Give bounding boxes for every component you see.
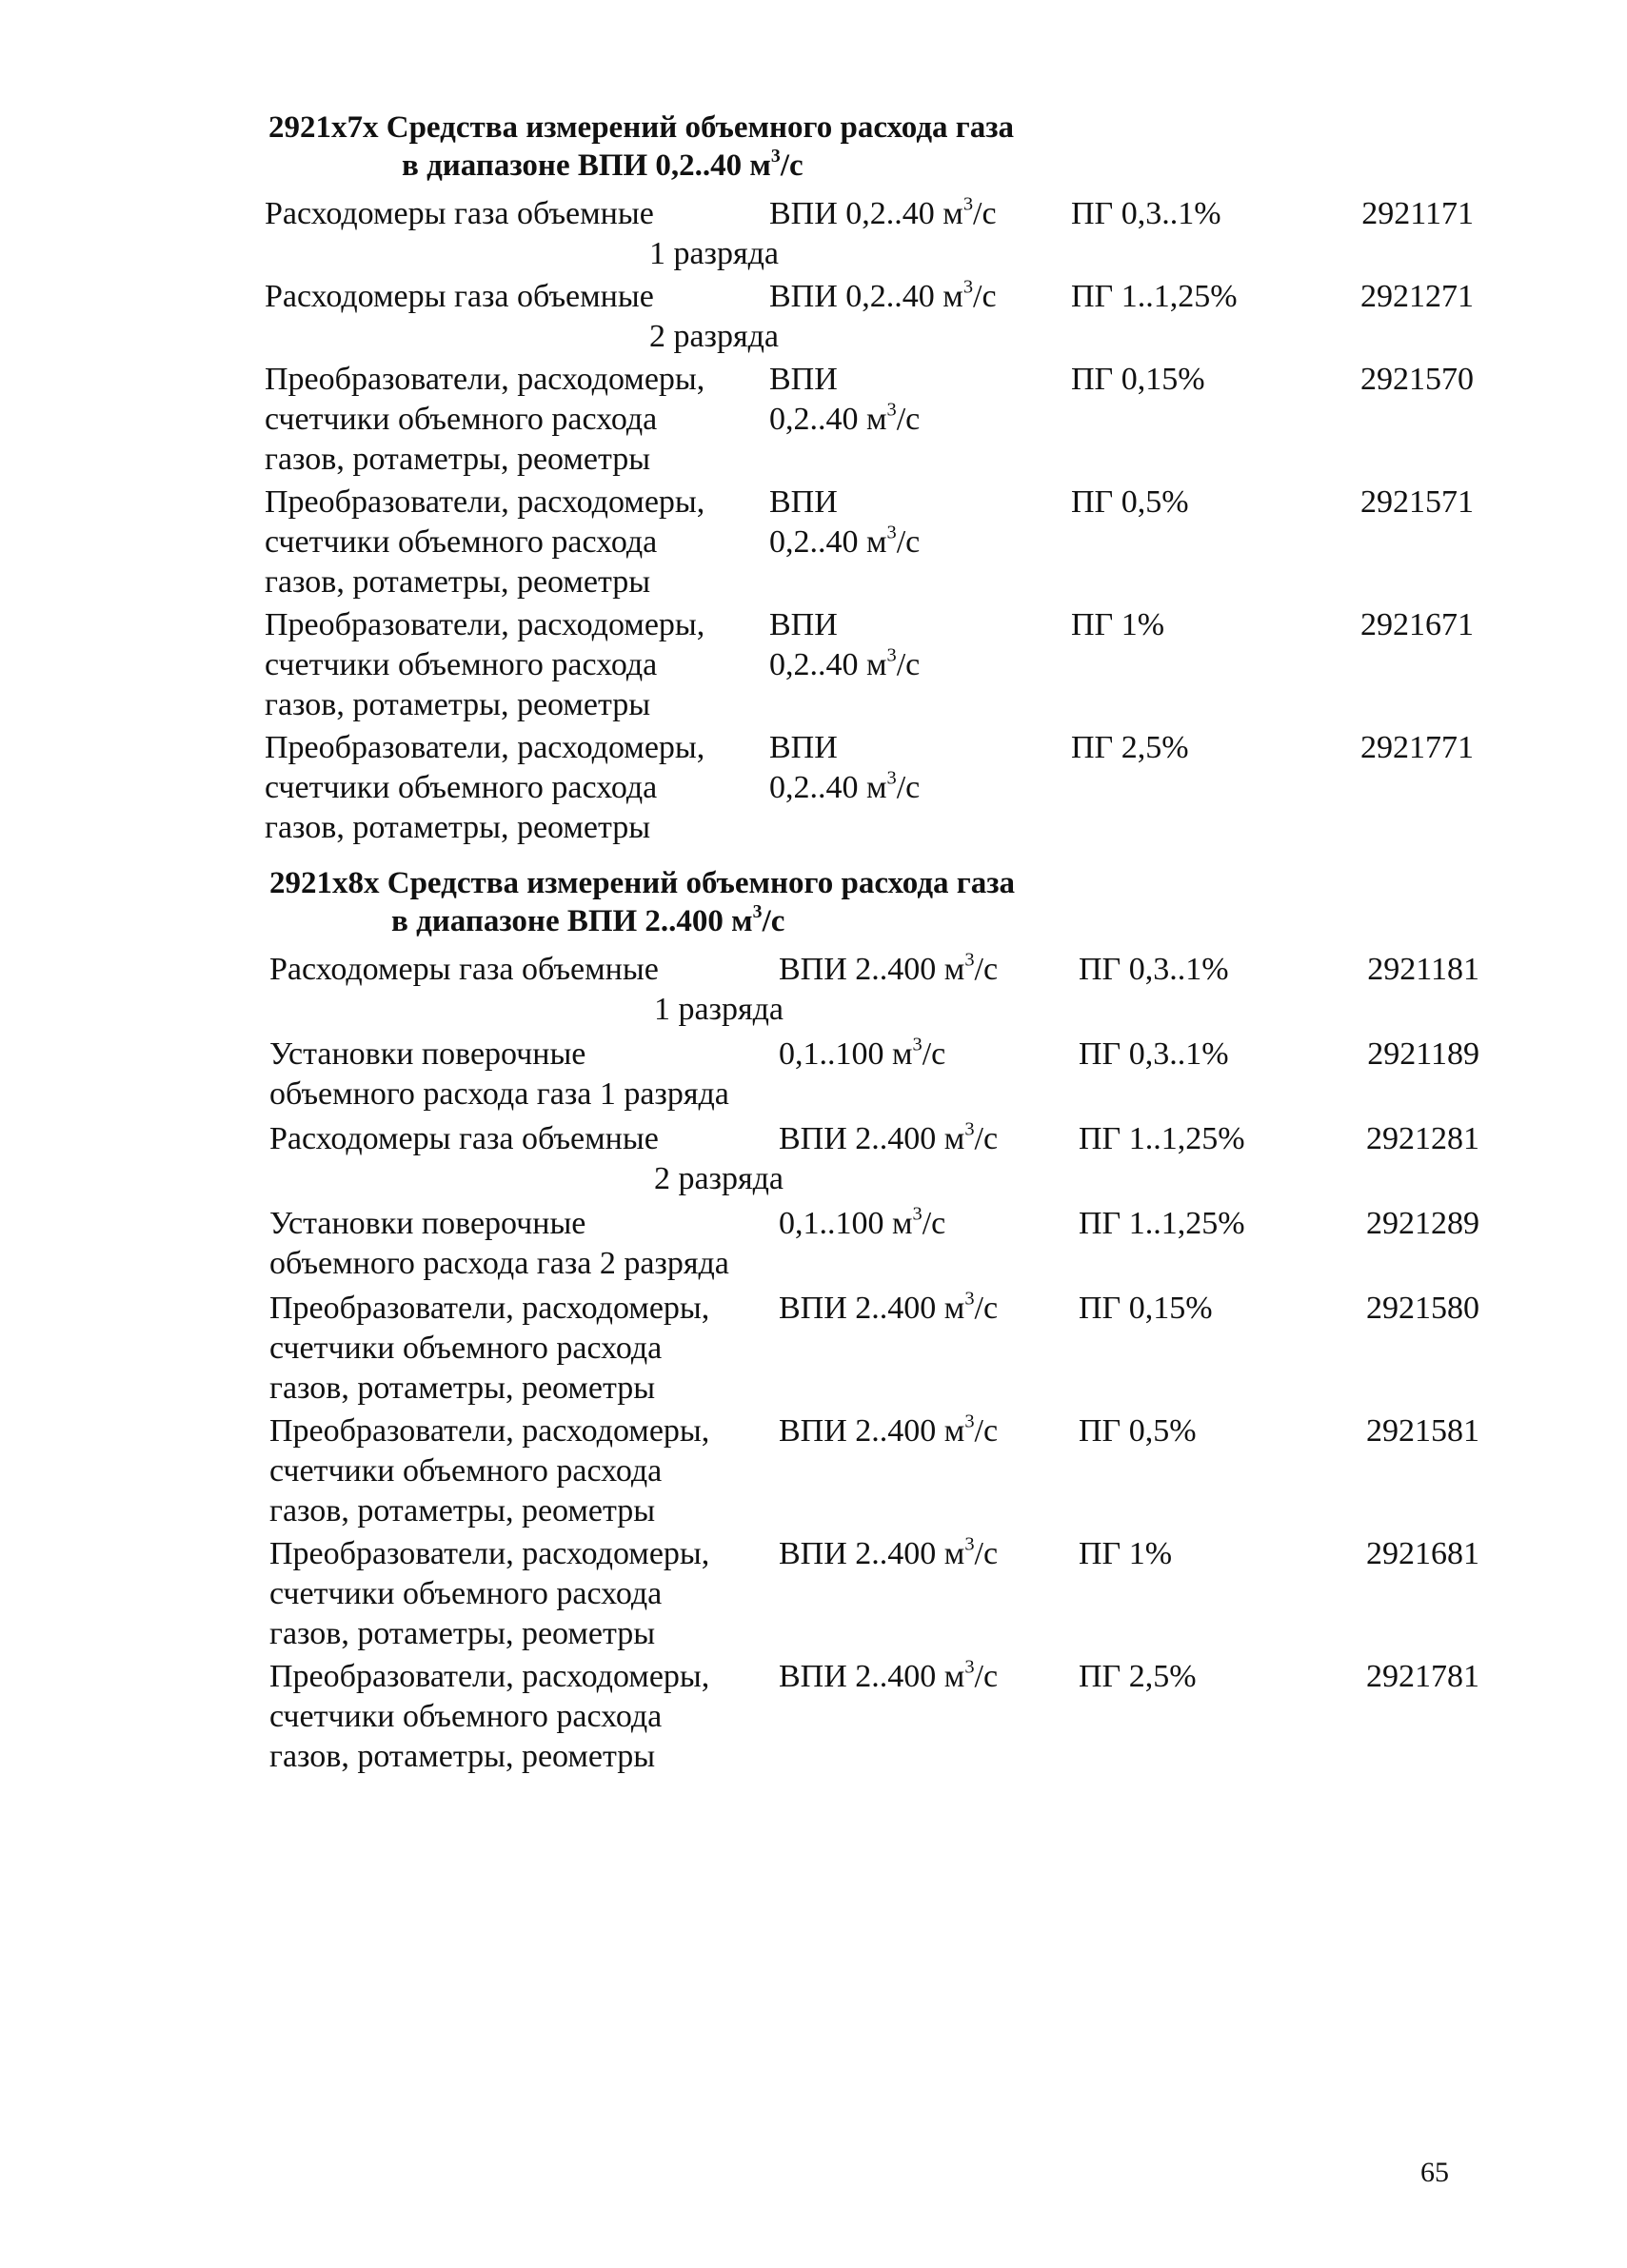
range-suffix: /с bbox=[896, 647, 921, 682]
range-sup: 3 bbox=[962, 193, 974, 215]
range-sup: 3 bbox=[964, 1288, 975, 1310]
range-value bbox=[769, 645, 920, 685]
range-value bbox=[769, 277, 997, 317]
section-title-line1: 2921x7x Средства измерений объемного расхода газа bbox=[268, 110, 1015, 145]
range-prefix: ВПИ 2..400 м bbox=[779, 1291, 965, 1326]
item-code: 2921570 bbox=[1360, 362, 1474, 397]
measurement-range bbox=[769, 277, 997, 317]
item-name-line: счетчики объемного расхода bbox=[269, 1331, 663, 1366]
accuracy-value: ПГ 0,3..1% bbox=[1079, 1036, 1229, 1072]
range-suffix: /с bbox=[974, 1413, 999, 1449]
range-prefix: ВПИ 0,2..40 м bbox=[769, 196, 963, 231]
accuracy-value: ПГ 1..1,25% bbox=[1079, 1206, 1245, 1241]
item-code: 2921181 bbox=[1367, 952, 1479, 987]
item-name-line: Преобразователи, расходомеры, bbox=[269, 1659, 710, 1694]
range-value bbox=[769, 523, 920, 562]
item-code: 2921171 bbox=[1361, 196, 1474, 231]
item-name-line: Расходомеры газа объемные bbox=[265, 196, 654, 231]
item-name-line: Преобразователи, расходомеры, bbox=[269, 1413, 710, 1449]
item-name bbox=[265, 728, 779, 848]
range-suffix: /с bbox=[973, 196, 997, 231]
item-code: 2921781 bbox=[1366, 1659, 1479, 1694]
section-title-line1: 2921x8x Средства измерений объемного расхода газа bbox=[269, 866, 1016, 900]
section-title-line2: в диапазоне ВПИ 0,2..40 $м^3/с$ bbox=[402, 146, 804, 183]
range-prefix: 0,1..100 м bbox=[779, 1036, 913, 1072]
range-prefix: 0,1..100 м bbox=[779, 1206, 913, 1241]
range-prefix: ВПИ 2..400 м bbox=[779, 952, 965, 987]
range-prefix: ВПИ 2..400 м bbox=[779, 1413, 965, 1449]
range-suffix: /с bbox=[974, 1659, 999, 1694]
item-name-line: газов, ротаметры, реометры bbox=[269, 1493, 656, 1528]
measurement-range bbox=[769, 728, 920, 808]
range-suffix: /с bbox=[974, 1121, 999, 1156]
item-name-line: газов, ротаметры, реометры bbox=[265, 687, 651, 722]
measurement-range bbox=[779, 1534, 998, 1574]
range-prefix: 0,2..40 м bbox=[769, 770, 887, 805]
item-name-line: Преобразователи, расходомеры, bbox=[265, 607, 705, 642]
range-prefix: ВПИ 2..400 м bbox=[779, 1121, 965, 1156]
section-title bbox=[268, 108, 1014, 185]
item-name bbox=[269, 1534, 784, 1654]
item-name-line: Преобразователи, расходомеры, bbox=[265, 730, 705, 765]
range-prefix: ВПИ 2..400 м bbox=[779, 1536, 965, 1571]
item-code: 2921571 bbox=[1360, 484, 1474, 520]
range-sup: 3 bbox=[886, 644, 897, 666]
accuracy-value: ПГ 0,15% bbox=[1079, 1291, 1213, 1326]
item-name bbox=[269, 1204, 784, 1284]
measurement-range bbox=[779, 1035, 945, 1075]
range-sup: 3 bbox=[964, 949, 975, 971]
range-suffix: /с bbox=[974, 1291, 999, 1326]
accuracy-value: ПГ 1..1,25% bbox=[1079, 1121, 1245, 1156]
item-name bbox=[269, 1411, 784, 1531]
item-name-line: газов, ротаметры, реометры bbox=[265, 564, 651, 600]
item-name-line: Расходомеры газа объемные bbox=[265, 279, 654, 314]
range-suffix: /с bbox=[922, 1036, 946, 1072]
accuracy-value: ПГ 0,5% bbox=[1071, 484, 1189, 520]
item-name-line: Расходомеры газа объемные bbox=[269, 1121, 659, 1156]
item-name bbox=[269, 1657, 784, 1777]
accuracy-value: ПГ 0,3..1% bbox=[1071, 196, 1221, 231]
item-name-line: газов, ротаметры, реометры bbox=[269, 1739, 656, 1774]
range-sup: 3 bbox=[964, 1410, 975, 1432]
item-name-line: 1 разряда bbox=[648, 236, 779, 271]
range-line: ВПИ bbox=[769, 730, 838, 765]
item-name bbox=[265, 194, 779, 274]
range-suffix: /с bbox=[896, 770, 921, 805]
item-name bbox=[269, 1119, 784, 1199]
item-code: 2921681 bbox=[1366, 1536, 1479, 1571]
item-name-line: Установки поверочные bbox=[269, 1206, 586, 1241]
item-name-line: счетчики объемного расхода bbox=[265, 524, 658, 560]
range-sup: 3 bbox=[964, 1533, 975, 1555]
range-sup: 3 bbox=[912, 1203, 923, 1225]
item-name-line: газов, ротаметры, реометры bbox=[269, 1371, 656, 1406]
accuracy-value: ПГ 0,3..1% bbox=[1079, 952, 1229, 987]
range-value bbox=[779, 1289, 998, 1329]
item-name bbox=[265, 605, 779, 725]
item-name-line: счетчики объемного расхода bbox=[265, 647, 658, 682]
item-name-line: 2 разряда bbox=[648, 319, 779, 354]
item-code: 2921581 bbox=[1366, 1413, 1479, 1449]
range-line: ВПИ bbox=[769, 607, 838, 642]
item-name-line: счетчики объемного расхода bbox=[269, 1576, 663, 1611]
range-value bbox=[769, 194, 997, 234]
item-name-line: 2 разряда bbox=[653, 1161, 784, 1196]
measurement-range bbox=[779, 1119, 998, 1159]
accuracy-value: ПГ 0,5% bbox=[1079, 1413, 1197, 1449]
range-prefix: ВПИ 2..400 м bbox=[779, 1659, 965, 1694]
range-sup: 3 bbox=[886, 767, 897, 789]
range-suffix: /с bbox=[974, 1536, 999, 1571]
range-value bbox=[779, 1035, 945, 1075]
item-code: 2921580 bbox=[1366, 1291, 1479, 1326]
item-name-line: 1 разряда bbox=[653, 992, 784, 1027]
range-suffix: /с bbox=[896, 402, 921, 437]
item-name-line: объемного расхода газа 2 разряда bbox=[269, 1246, 729, 1281]
accuracy-value: ПГ 2,5% bbox=[1079, 1659, 1197, 1694]
accuracy-value: ПГ 2,5% bbox=[1071, 730, 1189, 765]
item-name-line: Преобразователи, расходомеры, bbox=[269, 1291, 710, 1326]
range-value bbox=[769, 768, 920, 808]
item-name bbox=[269, 1289, 784, 1409]
range-value bbox=[769, 400, 920, 440]
item-name bbox=[269, 1035, 784, 1114]
section-title bbox=[269, 864, 1015, 940]
item-name bbox=[265, 360, 779, 480]
item-name bbox=[265, 277, 779, 357]
range-prefix: ВПИ 0,2..40 м bbox=[769, 279, 963, 314]
range-prefix: 0,2..40 м bbox=[769, 647, 887, 682]
item-code: 2921771 bbox=[1360, 730, 1474, 765]
range-value bbox=[779, 1119, 998, 1159]
range-suffix: /с bbox=[922, 1206, 946, 1241]
section-title-line2: в диапазоне ВПИ 2..400 $м^3/с$ bbox=[391, 901, 785, 938]
measurement-range bbox=[769, 483, 920, 562]
item-name-line: Установки поверочные bbox=[269, 1036, 586, 1072]
range-sup: 3 bbox=[912, 1034, 923, 1055]
item-code: 2921281 bbox=[1366, 1121, 1479, 1156]
range-value bbox=[779, 1657, 998, 1697]
item-name-line: объемного расхода газа 1 разряда bbox=[269, 1076, 729, 1112]
item-name-line: счетчики объемного расхода bbox=[265, 402, 658, 437]
accuracy-value: ПГ 1..1,25% bbox=[1071, 279, 1238, 314]
range-sup: 3 bbox=[964, 1656, 975, 1678]
measurement-range bbox=[769, 360, 920, 440]
measurement-range bbox=[769, 605, 920, 685]
range-value bbox=[779, 950, 998, 990]
range-suffix: /с bbox=[973, 279, 997, 314]
measurement-range bbox=[779, 1289, 998, 1329]
item-code: 2921189 bbox=[1367, 1036, 1479, 1072]
range-line: ВПИ bbox=[769, 362, 838, 397]
accuracy-value: ПГ 1% bbox=[1071, 607, 1165, 642]
measurement-range bbox=[779, 1657, 998, 1697]
range-value bbox=[779, 1204, 945, 1244]
range-sup: 3 bbox=[886, 522, 897, 543]
item-name bbox=[265, 483, 779, 602]
item-name-line: счетчики объемного расхода bbox=[265, 770, 658, 805]
range-sup: 3 bbox=[964, 1118, 975, 1140]
item-name-line: газов, ротаметры, реометры bbox=[265, 810, 651, 845]
item-name-line: Преобразователи, расходомеры, bbox=[269, 1536, 710, 1571]
range-value bbox=[779, 1411, 998, 1451]
range-line: ВПИ bbox=[769, 484, 838, 520]
item-code: 2921271 bbox=[1360, 279, 1474, 314]
item-name-line: счетчики объемного расхода bbox=[269, 1453, 663, 1489]
measurement-range bbox=[779, 1411, 998, 1451]
range-prefix: 0,2..40 м bbox=[769, 524, 887, 560]
range-prefix: 0,2..40 м bbox=[769, 402, 887, 437]
item-name-line: Преобразователи, расходомеры, bbox=[265, 484, 705, 520]
measurement-range bbox=[779, 1204, 945, 1244]
range-sup: 3 bbox=[886, 399, 897, 421]
range-suffix: /с bbox=[896, 524, 921, 560]
range-value bbox=[779, 1534, 998, 1574]
range-suffix: /с bbox=[974, 952, 999, 987]
item-name-line: газов, ротаметры, реометры bbox=[265, 442, 651, 477]
item-name-line: счетчики объемного расхода bbox=[269, 1699, 663, 1734]
measurement-range bbox=[769, 194, 997, 234]
item-name-line: Преобразователи, расходомеры, bbox=[265, 362, 705, 397]
item-code: 2921289 bbox=[1366, 1206, 1479, 1241]
item-code: 2921671 bbox=[1360, 607, 1474, 642]
accuracy-value: ПГ 1% bbox=[1079, 1536, 1173, 1571]
page-number: 65 bbox=[1420, 2157, 1449, 2188]
item-name-line: Расходомеры газа объемные bbox=[269, 952, 659, 987]
measurement-range bbox=[779, 950, 998, 990]
range-sup: 3 bbox=[962, 276, 974, 298]
item-name-line: газов, ротаметры, реометры bbox=[269, 1616, 656, 1651]
item-name bbox=[269, 950, 784, 1030]
accuracy-value: ПГ 0,15% bbox=[1071, 362, 1205, 397]
